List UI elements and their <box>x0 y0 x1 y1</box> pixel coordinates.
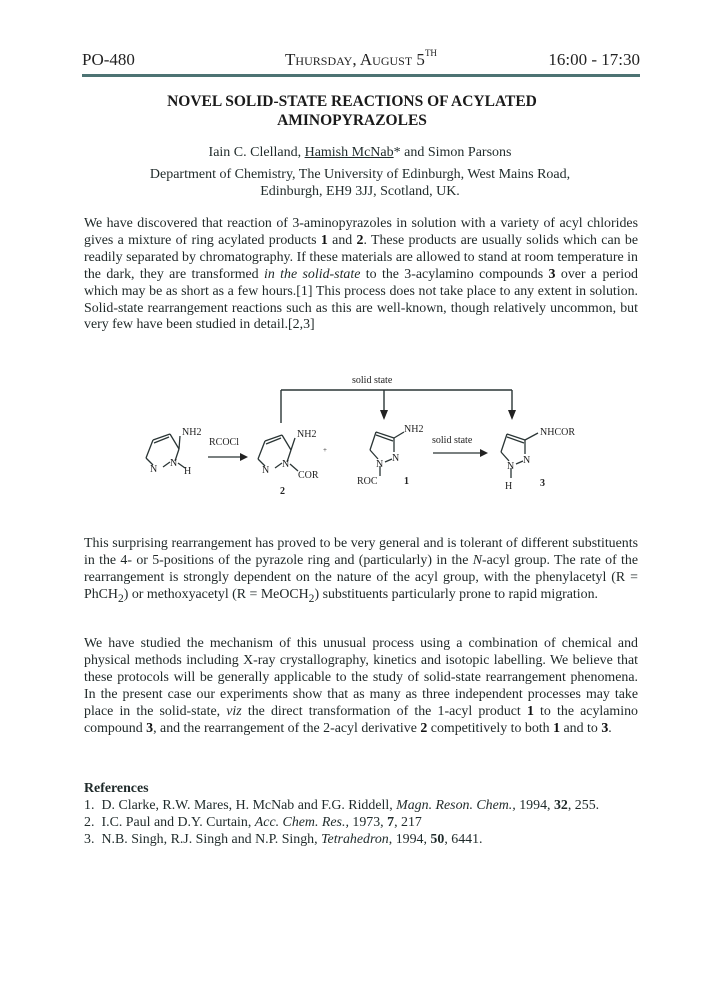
text: ) substituents particularly prone to rapid migration. <box>314 586 599 602</box>
reaction-scheme <box>0 360 704 510</box>
title-line-1: NOVEL SOLID-STATE REACTIONS OF ACYLATED <box>167 93 537 110</box>
reference-pages: , 6441. <box>444 832 483 847</box>
paragraph-generality <box>84 536 638 607</box>
text: the direct transformation of the 1-acyl product <box>241 703 527 719</box>
sm-nh2: NH2 <box>182 427 202 438</box>
arrowhead-rearrangement <box>480 449 488 457</box>
compound-ref: 3 <box>548 266 556 282</box>
reference-journal: Tetrahedron <box>321 832 389 847</box>
reference-authors: D. Clarke, R.W. Mares, H. McNab and F.G. Riddell, <box>101 798 397 813</box>
text: This surprising rearrangement has proved to be very general and is tolerant of different substituents in the 4- or 5-positions of the pyrazole ring and (particularly) in the <box>84 536 638 568</box>
reference-authors: I.C. Paul and D.Y. Curtain, <box>101 815 255 830</box>
reference-number: 3. <box>84 832 95 847</box>
compound-ref: 1 <box>553 720 561 736</box>
reference-pages: , 217 <box>394 815 422 830</box>
author-list <box>80 145 640 161</box>
references-heading: References <box>84 781 149 796</box>
arrowhead-to-1 <box>380 410 388 420</box>
session-date-text: Thursday, August 5 <box>285 50 425 69</box>
reference-year: 1994, <box>515 798 554 813</box>
compound-ref: 1 <box>526 703 534 719</box>
reference-item <box>84 814 644 831</box>
reference-number: 1. <box>84 798 95 813</box>
author-rest: * and Simon Parsons <box>393 145 512 160</box>
reference-item <box>84 831 644 848</box>
reference-volume: 7 <box>387 815 395 830</box>
reference-year: 1973, <box>348 815 388 830</box>
subscript: 2 <box>308 591 315 605</box>
paragraph-mechanism <box>84 636 638 737</box>
text: . <box>608 720 612 736</box>
page-header <box>82 50 640 72</box>
reference-item <box>84 797 644 814</box>
arrowhead-acylation <box>240 453 248 461</box>
c3-h: H <box>505 481 513 492</box>
reference-authors: N.B. Singh, R.J. Singh and N.P. Singh, <box>101 832 322 847</box>
affiliation-line-1: Department of Chemistry, The University of Edinburgh, West Mains Road, <box>149 167 571 182</box>
c3-nhcor: NHCOR <box>540 427 576 438</box>
author-1: Iain C. Clelland, <box>208 145 305 160</box>
plus-sign: + <box>323 446 327 454</box>
header-rule <box>82 74 640 77</box>
text: We have discovered that reaction of 3-aminopyrazoles in solution with a variety of acyl chlorides gives a mixture of ring acylated products <box>84 216 638 248</box>
subscript: 2 <box>117 591 124 605</box>
reference-volume: 50 <box>430 832 445 847</box>
sm-h: H <box>184 466 192 477</box>
affiliation <box>80 166 640 200</box>
reference-number: 2. <box>84 815 95 830</box>
c2-n1: N <box>262 465 270 476</box>
emphasis: in the solid-state <box>264 266 361 282</box>
reference-journal: Acc. Chem. Res., <box>254 815 349 830</box>
arrow2-label: solid state <box>432 435 473 446</box>
compound-2-label: 2 <box>280 486 285 497</box>
text: over a period which may be as short as a few hours.[1] This process does not take place to any extent in solution. Solid-state rearrangement reactions such as this are well-known, though relatively uncommon, but very few have been studied in detail.[2,3] <box>84 266 638 333</box>
title-line-2: AMINOPYRAZOLES <box>277 112 427 129</box>
text: , and the rearrangement of the 2-acyl derivative <box>153 720 421 736</box>
c1-n2: N <box>392 453 400 464</box>
compound-ref: 3 <box>146 720 154 736</box>
session-time: 16:00 - 17:30 <box>548 50 640 69</box>
c2-cor: COR <box>298 470 319 481</box>
affiliation-line-2: Edinburgh, EH9 3JJ, Scotland, UK. <box>260 184 460 199</box>
compound-ref: 3 <box>601 720 609 736</box>
c1-roc: ROC <box>357 476 378 487</box>
reference-volume: 32 <box>553 798 568 813</box>
presenting-author: Hamish McNab <box>304 145 394 160</box>
compound-ref: 2 <box>356 232 364 248</box>
arrowhead-to-3 <box>508 410 516 420</box>
c3-n2: N <box>523 455 531 466</box>
c1-nh2: NH2 <box>404 424 424 435</box>
text: and <box>327 232 357 248</box>
references-section <box>84 780 644 848</box>
text: ) or methoxyacetyl (R = MeOCH <box>123 586 309 602</box>
reference-pages: , 255. <box>567 798 600 813</box>
reagent-label: RCOCl <box>209 437 240 448</box>
compound-ref: 2 <box>420 720 428 736</box>
text: to the acylamino compound <box>84 703 638 736</box>
top-solid-state-label: solid state <box>352 375 393 386</box>
text: competitively to both <box>427 720 554 736</box>
sm-n2: N <box>170 458 178 469</box>
text: to the 3-acylamino compounds <box>360 266 549 282</box>
compound-3-label: 3 <box>540 478 545 489</box>
emphasis: N <box>472 552 483 568</box>
reference-journal: Magn. Reson. Chem., <box>396 798 516 813</box>
text: and to <box>560 720 602 736</box>
paper-title <box>120 92 584 130</box>
text: We have studied the mechanism of this unusual process using a combination of chemical and physical methods including X-ray crystallography, kinetics and isotopic labelling. We believe that these protocols will be generally applicable to the study of solid-state rearrangement phenomena. In the present case our experiments show that as many as three independent processes may take place in the solid-state, <box>84 636 638 719</box>
sm-n1: N <box>150 464 158 475</box>
date-ordinal: TH <box>424 48 437 58</box>
c1-n1: N <box>376 459 384 470</box>
c3-n1: N <box>507 461 515 472</box>
c2-nh2: NH2 <box>297 429 317 440</box>
text: -acyl group. The rate of the rearrangement is strongly dependent on the nature of the acyl group, with the phenylacetyl (R = PhCH <box>84 552 638 602</box>
c2-n2: N <box>282 459 290 470</box>
text: . These products are usually solids which can be readily separated by chromatography. If these materials are allowed to stand at room temperature in the dark, they are transformed <box>84 232 638 282</box>
aminopyrazole-structure <box>146 434 185 468</box>
emphasis: viz <box>226 703 242 719</box>
poster-code: PO-480 <box>82 50 135 69</box>
compound-1-label: 1 <box>404 476 409 487</box>
compound-ref: 1 <box>320 232 328 248</box>
paragraph-intro <box>84 216 638 334</box>
reference-year: , 1994, <box>388 832 431 847</box>
